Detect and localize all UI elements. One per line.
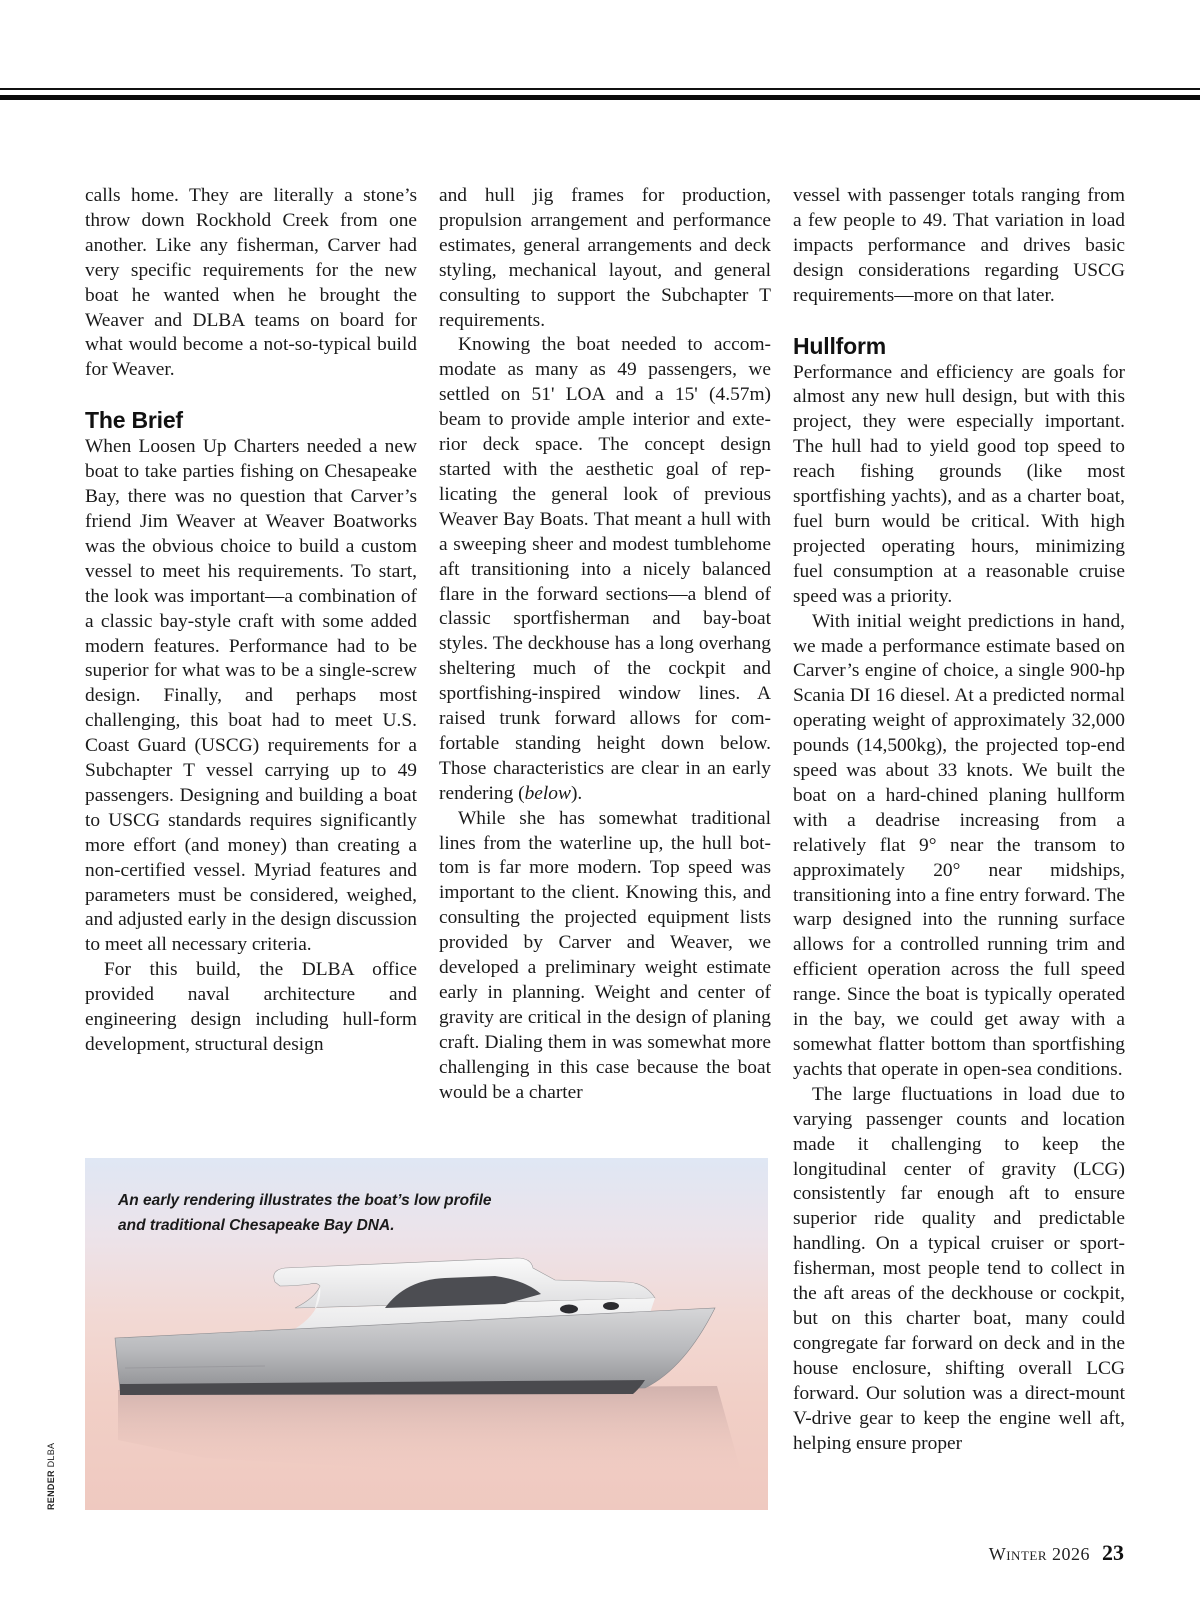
issue-label: Winter 2026 [988, 1544, 1090, 1564]
paragraph: While she has somewhat traditional lines from the waterline up, the hull bottom is far more modern. Top speed was important to the client. Knowing this, and consulting the projected equipment lists provided by Carver and Weaver, we developed a preliminary weight estimate early in planning. Weight and center of gravity are critical in the design of planing craft. Dialing them in was somewhat more challenging in this case because the boat would be a charter [439, 807, 771, 1103]
header-rule-thick [0, 95, 1200, 100]
paragraph: The large fluctuations in load due to varying passenger counts and location made it challenging to keep the longitudinal center of gravity (LCG) consistently far enough aft to ensure superior ride quality and predictable handling. On a typical cruiser or sportfisherman, most people tend to collect in the aft areas of the deckhouse or cockpit, but on this charter boat, many could congregate far forward on deck and in the house enclosure, shifting overall LCG forward. Our solution was a direct-mount V-drive gear to keep the engine well aft, helping ensure proper [793, 1083, 1125, 1454]
article-column-1 [85, 184, 417, 1058]
emphasis-text: below [524, 782, 571, 804]
credit-label: RENDER [46, 1470, 56, 1510]
paragraph: For this build, the DLBA office provided naval architecture and engineering design including hull-form development, structural design [85, 959, 417, 1055]
section-heading-hullform: Hullform [793, 332, 886, 359]
credit-source: DLBA [46, 1442, 56, 1468]
paragraph: and hull jig frames for production, propulsion arrangement and performance estimates, general arrangements and deck styling, mechanical layout, and general consulting to support the Subchapter T requirements. [439, 185, 771, 331]
page-folio [989, 1540, 1124, 1566]
paragraph: Performance and efficiency are goals for almost any new hull design, but with this project, they were especially important. The hull had to yield good top speed to reach fishing grounds (like most sportfishing yachts), and as a charter boat, fuel burn would be critical. With high projected operating hours, minimizing fuel consumption at a reasonable cruise speed was a priority. [793, 361, 1125, 607]
paragraph [439, 333, 771, 806]
section-heading-the-brief: The Brief [85, 407, 183, 434]
article-column-2 [439, 184, 771, 1106]
paragraph: When Loosen Up Charters needed a new boat to take parties fishing on Chesapeake Bay, there was no question that Carver’s friend Jim Weaver at Weaver Boatworks was the obvious choice to build a custom vessel to meet his requirements. To start, the look was important—a combination of a classic bay-style craft with some added modern features. Performance had to be superior for what was to be a single-screw design. Finally, and perhaps most challenging, this boat had to meet U.S. Coast Guard (USCG) requirements for a Subchapter T vessel carrying up to 49 passengers. Designing and building a boat to USCG standards requires significantly more effort (and money) than creating a non-certified vessel. Myriad features and parameters must be considered, weighed, and adjusted early in the design discussion to meet all necessary criteria. [85, 436, 417, 956]
header-rule-thin [0, 88, 1200, 90]
boat-rendering-figure [85, 1158, 768, 1510]
page-number: 23 [1102, 1540, 1124, 1565]
paragraph-text: ). [570, 782, 583, 804]
figure-caption: An early rendering illustrates the boat’s low profile and traditional Chesapeake Bay DNA. [118, 1192, 492, 1234]
photo-credit [46, 1443, 56, 1510]
paragraph: With initial weight predictions in hand, we made a performance estimate based on Carver’s engine of choice, a single 900-hp Scania DI 16 diesel. At a predicted normal operating weight of approximately 32,000 pounds (14,500kg), the projected top-end speed was about 33 knots. We built the boat on a hard-chined planing hullform with a deadrise increasing from a relatively flat 9° near the transom to approximately 20° near midships, transitioning into a fine entry forward. The warp designed into the running surface allows for a controlled running trim and efficient operation across the full speed range. Since the boat is typically operated in the bay, we could get away with a somewhat flatter bottom than sportfishing yachts that operate in open-sea conditions. [793, 610, 1125, 1080]
paragraph: vessel with passenger totals ranging from a few people to 49. That variation in load impacts performance and drives basic design considerations regarding USCG requirements—more on that later. [793, 185, 1125, 306]
article-column-3 [793, 184, 1125, 1456]
paragraph-text: Knowing the boat needed to accommodate as many as 49 passengers, we settled on 51' LOA and a 15' (4.57m) beam to provide ample interior and exterior deck space. The concept design started with the aesthetic goal of replicating the general look of previous Weaver Bay Boats. That meant a hull with a sweeping sheer and modest tumblehome aft transitioning into a nicely balanced flare in the forward sections—a blend of classic sportfisherman and bay-boat styles. The deckhouse has a long overhang sheltering much of the cockpit and sportfishing-inspired window lines. A raised trunk forward allows for comfortable standing height down below. Those characteristics are clear in an early rendering ( [439, 334, 771, 804]
paragraph: calls home. They are literally a stone’s throw down Rockhold Creek from one another. Like any fisherman, Carver had very specific requirements for the new boat he wanted when he brought the Weaver and DLBA teams on board for what would become a not-so-typical build for Weaver. [85, 185, 417, 381]
